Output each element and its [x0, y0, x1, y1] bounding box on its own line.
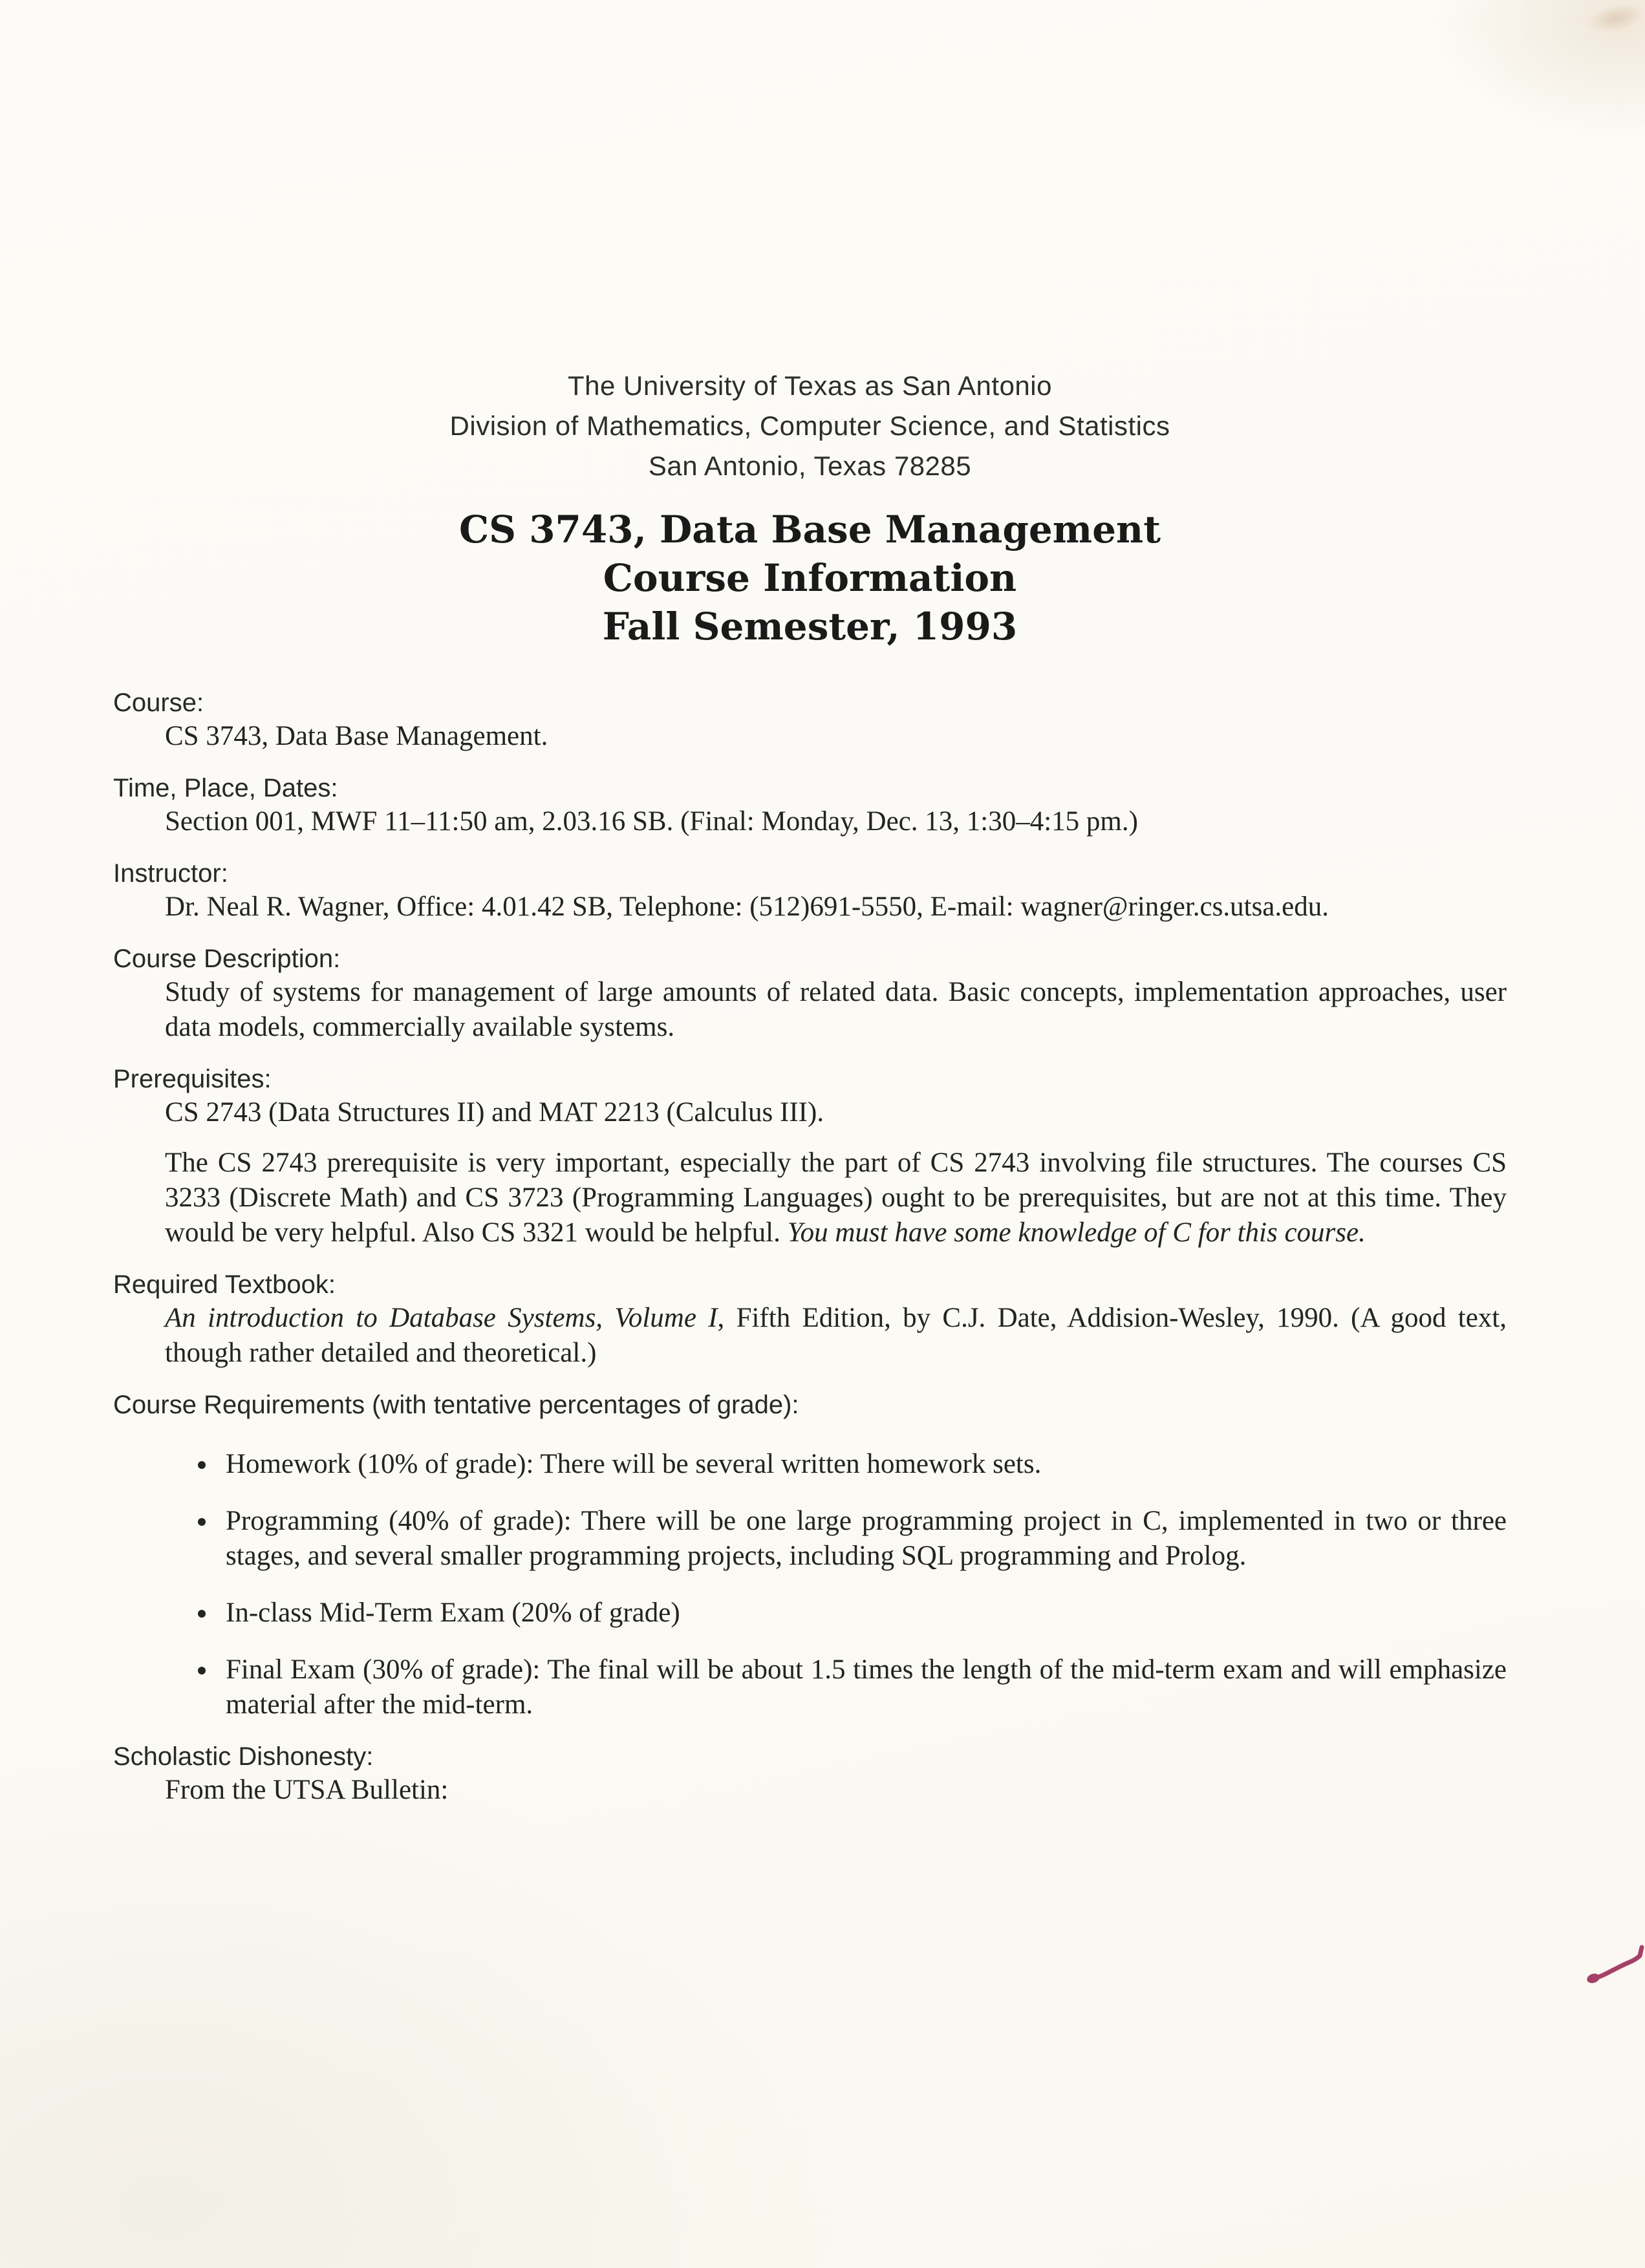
- institution-address: San Antonio, Texas 78285: [648, 451, 972, 481]
- text-run: Study of systems for management of large amounts of related data. Basic concepts, implementation approaches, user data models, commercially available systems.: [165, 977, 1507, 1042]
- document-content: [113, 366, 1507, 1808]
- paragraph: [165, 1773, 1507, 1808]
- requirement-item-final-exam: [218, 1653, 1507, 1722]
- section-body-course: [165, 719, 1507, 754]
- document-body: [113, 687, 1507, 1808]
- document-title-block: [113, 506, 1507, 651]
- institution-name: The University of Texas as San Antonio: [568, 370, 1052, 401]
- section-required-textbook: [113, 1268, 1507, 1371]
- paragraph: [165, 1301, 1507, 1371]
- text-run: Dr. Neal R. Wagner, Office: 4.01.42 SB, Telephone: (512)691-5550, E-mail: wagner@ringer.cs.utsa.edu.: [165, 892, 1329, 922]
- paragraph: [165, 975, 1507, 1045]
- section-body-instructor: [165, 890, 1507, 925]
- section-heading-course-description: Course Description:: [113, 945, 341, 973]
- section-time-place-dates: [113, 772, 1507, 839]
- course-requirements-list: [218, 1447, 1507, 1722]
- subtitle-course-information: Course Information: [603, 556, 1017, 600]
- requirement-item-programming: [218, 1504, 1507, 1574]
- section-heading-course-requirements: Course Requirements (with tentative percentages of grade):: [113, 1391, 799, 1419]
- section-body-time-place-dates: [165, 804, 1507, 839]
- text-run: , Fifth Edition, by C.J. Date, Addision-Wesley, 1990. (A good text, though rather detailed and theoretical.): [165, 1303, 1507, 1368]
- requirement-item-homework: [218, 1447, 1507, 1482]
- paragraph: [165, 890, 1507, 925]
- pen-stroke: [1593, 1947, 1642, 1978]
- section-body-course-description: [165, 975, 1507, 1045]
- section-heading-scholastic-dishonesty: Scholastic Dishonesty:: [113, 1742, 374, 1771]
- paper-smudge: [1585, 0, 1645, 37]
- text-run: In-class Mid-Term Exam (20% of grade): [226, 1598, 680, 1628]
- text-run: CS 2743 (Data Structures II) and MAT 2213 (Calculus III).: [165, 1097, 824, 1128]
- text-run: Section 001, MWF 11–11:50 am, 2.03.16 SB. (Final: Monday, Dec. 13, 1:30–4:15 pm.): [165, 806, 1138, 837]
- section-course-description: [113, 943, 1507, 1045]
- pen-mark: [1584, 1938, 1645, 1990]
- text-run: From the UTSA Bulletin:: [165, 1775, 449, 1805]
- paragraph: [165, 719, 1507, 754]
- text-run-italic: You must have some knowledge of C for this course.: [787, 1217, 1366, 1248]
- text-run: Programming (40% of grade): There will be one large programming project in C, implemented in two or three stages, and several smaller programming projects, including SQL programming and Prolog.: [226, 1506, 1507, 1571]
- paragraph: [165, 1146, 1507, 1250]
- document-header: [113, 366, 1507, 651]
- section-scholastic-dishonesty: [113, 1740, 1507, 1808]
- section-course-requirements: [113, 1389, 1507, 1722]
- section-heading-prerequisites: Prerequisites:: [113, 1065, 272, 1093]
- section-heading-time-place-dates: Time, Place, Dates:: [113, 774, 338, 802]
- requirement-item-midterm: [218, 1596, 1507, 1631]
- section-prerequisites: [113, 1063, 1507, 1250]
- text-run: Final Exam (30% of grade): The final will be about 1.5 times the length of the mid-term exam and will emphasize material after the mid-term.: [226, 1654, 1507, 1720]
- section-heading-required-textbook: Required Textbook:: [113, 1270, 336, 1299]
- text-run: CS 3743, Data Base Management.: [165, 721, 548, 751]
- course-title: CS 3743, Data Base Management: [458, 508, 1161, 551]
- paragraph: [165, 1095, 1507, 1130]
- section-body-scholastic-dishonesty: [165, 1773, 1507, 1808]
- section-heading-course: Course:: [113, 689, 204, 717]
- section-body-required-textbook: [165, 1301, 1507, 1371]
- textbook-title: An introduction to Database Systems, Volume I: [165, 1303, 718, 1333]
- text-run: Homework (10% of grade): There will be several written homework sets.: [226, 1449, 1042, 1479]
- paragraph: [165, 804, 1507, 839]
- section-heading-instructor: Instructor:: [113, 859, 228, 888]
- pen-ink-blob: [1586, 1972, 1600, 1984]
- section-instructor: [113, 857, 1507, 925]
- section-body-prerequisites: [165, 1095, 1507, 1250]
- text-run: The CS 2743 prerequisite is very important, especially the part of CS 2743 involving file structures. The courses CS 3233 (Discrete Math) and CS 3723 (Programming Languages) ought to be prerequisites, but are not at this time. They would be very helpful. Also CS 3321 would be helpful.: [165, 1148, 1507, 1248]
- section-course: [113, 687, 1507, 754]
- subtitle-semester: Fall Semester, 1993: [602, 604, 1018, 648]
- institution-division: Division of Mathematics, Computer Science, and Statistics: [449, 411, 1170, 441]
